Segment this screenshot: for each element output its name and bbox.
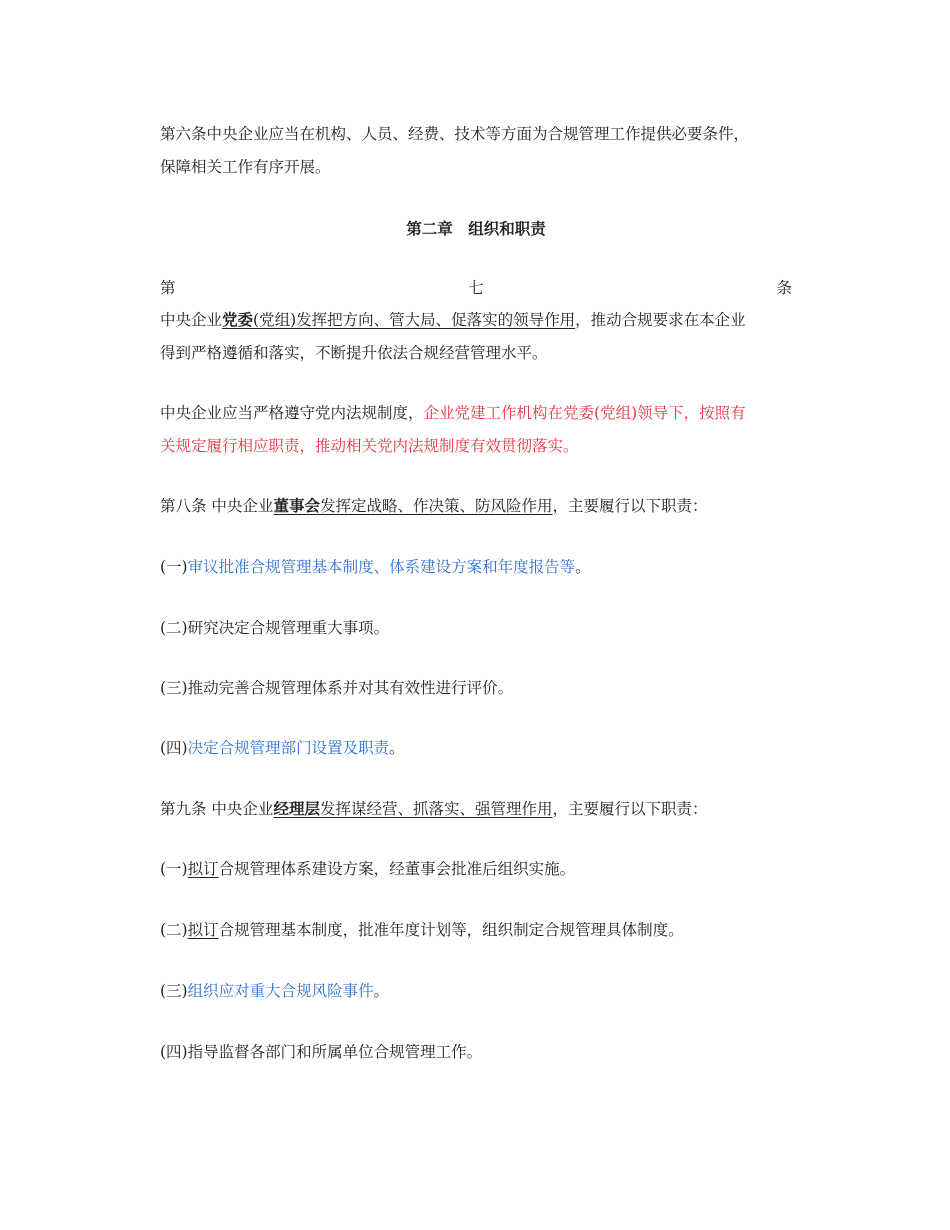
item-number: (二)	[160, 921, 188, 939]
item-text: 推动完善合规管理体系并对其有效性进行评价	[187, 679, 498, 697]
item-text: 组织应对重大合规风险事件	[187, 982, 374, 1000]
item-number: (四)	[160, 1043, 188, 1061]
article-8-prefix: 第八条 中央企业	[160, 497, 274, 515]
article-7-underlined-role: (党组)发挥把方向、管大局、促落实的领导作用	[253, 311, 576, 329]
item-text: 研究决定合规管理重大事项	[187, 619, 374, 637]
item-end: 。	[389, 739, 405, 757]
item-number: (三)	[160, 982, 188, 1000]
item-number: (三)	[160, 679, 188, 697]
article-7-para-2-highlight: 企业党建工作机构在党委(党组)领导下，按照有	[423, 404, 746, 422]
article-7-line-2: 得到严格遵循和落实，不断提升依法合规经营管理水平。	[160, 344, 548, 362]
article-8-underlined-role: 发挥定战略、作决策、防风险作用	[319, 497, 553, 515]
item-end: 。	[373, 619, 390, 637]
article-8-item-1	[160, 557, 792, 577]
item-number: (一)	[160, 558, 188, 576]
item-end: 。	[575, 558, 591, 576]
article-7-char-3: 条	[776, 279, 792, 297]
article-8-suffix: ，主要履行以下职责：	[552, 497, 708, 515]
article-8-item-4	[160, 738, 792, 758]
article-7-char-1: 第	[160, 279, 176, 297]
item-end: 。	[373, 982, 390, 1000]
item-text: 决定合规管理部门设置及职责	[187, 739, 390, 757]
article-9-suffix: ，主要履行以下职责：	[552, 800, 708, 818]
item-number: (四)	[160, 739, 188, 757]
party-committee-term: 党委	[222, 310, 254, 329]
article-7-heading	[160, 278, 792, 298]
management-term: 经理层	[273, 799, 320, 818]
item-end: 。	[497, 679, 514, 697]
item-text: 合规管理体系建设方案，经董事会批准后组织实施。	[218, 860, 576, 878]
item-underlined-verb: 拟订	[187, 860, 219, 878]
article-7-text-d: ，推动合规要求在本企业	[575, 311, 746, 329]
item-underlined-verb: 拟订	[187, 921, 219, 939]
article-7-para-2-line-2: 关规定履行相应职责，推动相关党内法规制度有效贯彻落实。	[160, 437, 579, 455]
article-7-para-2-text: 中央企业应当严格遵守党内法规制度，	[160, 404, 424, 422]
article-9-item-2	[160, 920, 792, 940]
article-9-item-4	[160, 1042, 792, 1062]
item-number: (一)	[160, 860, 188, 878]
article-8-item-3	[160, 678, 792, 698]
article-7-char-2: 七	[468, 279, 484, 297]
item-text: 指导监督各部门和所属单位合规管理工作。	[187, 1043, 483, 1061]
article-9-underlined-role: 发挥谋经营、抓落实、强管理作用	[319, 800, 553, 818]
article-9-heading	[160, 799, 792, 819]
article-7-text-a: 中央企业	[160, 311, 223, 329]
item-text: 合规管理基本制度，批准年度计划等，组织制定合规管理具体制度。	[218, 921, 684, 939]
board-term: 董事会	[273, 496, 320, 515]
article-9-item-3	[160, 981, 792, 1001]
article-7-para-2-line-1	[160, 403, 792, 423]
article-6-line-1: 第六条中央企业应当在机构、人员、经费、技术等方面为合规管理工作提供必要条件，	[160, 125, 750, 143]
item-text: 审议批准合规管理基本制度、体系建设方案和年度报告等	[187, 558, 576, 576]
article-8-heading	[160, 496, 792, 516]
chapter-2-title: 第二章 组织和职责	[406, 220, 546, 238]
article-7-line-1	[160, 310, 792, 330]
article-9-item-1	[160, 859, 792, 879]
item-number: (二)	[160, 619, 188, 637]
article-6-line-2: 保障相关工作有序开展。	[160, 158, 331, 176]
article-8-item-2	[160, 618, 792, 638]
article-9-prefix: 第九条 中央企业	[160, 800, 274, 818]
